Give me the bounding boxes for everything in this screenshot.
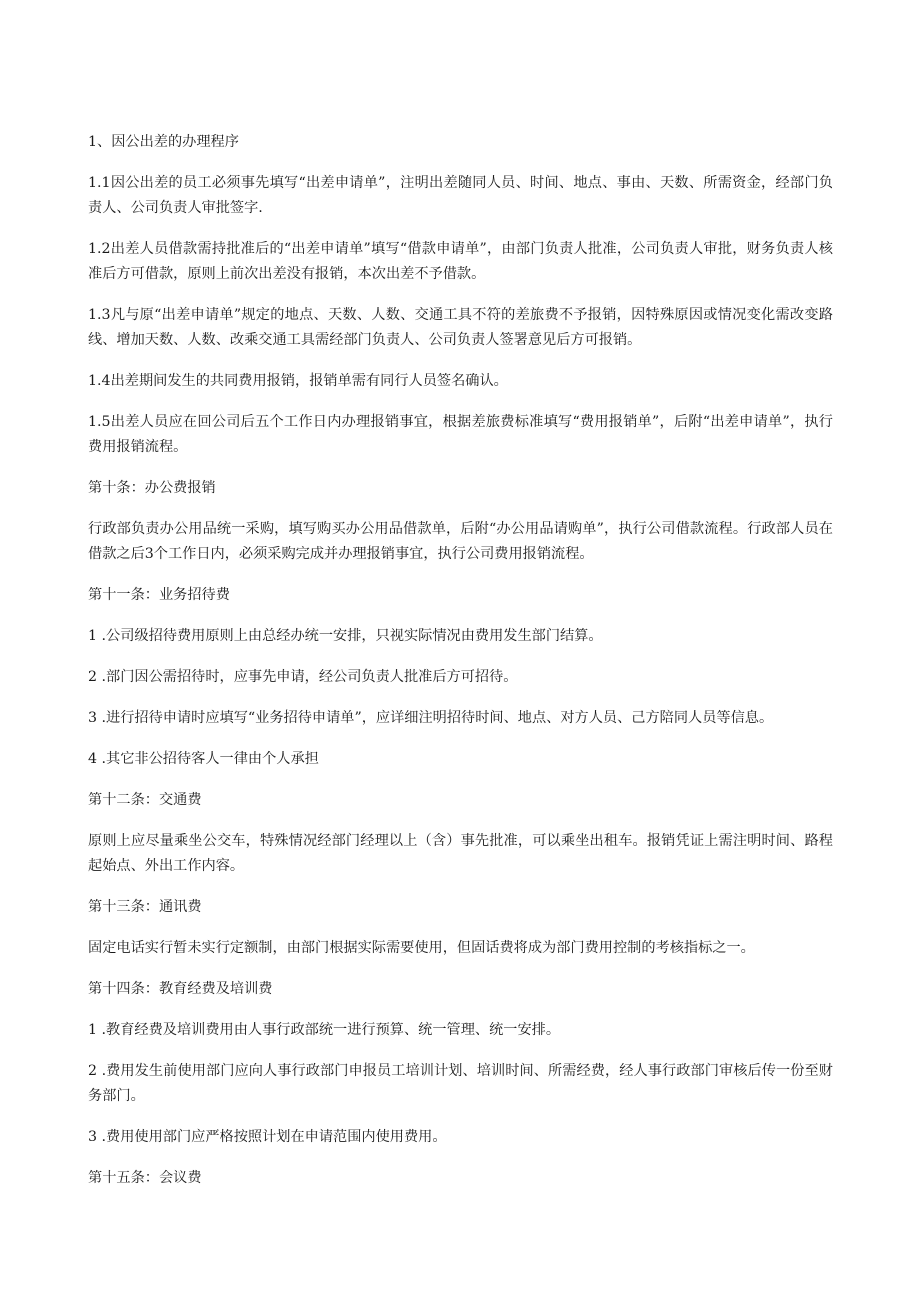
- article-11-heading: 第十一条：业务招待费: [88, 587, 230, 603]
- article-12-body: 原则上应尽量乘坐公交车，特殊情况经部门经理以上（含）事先批准，可以乘坐出租车。报销凭证上需注明时间、路程起始点、外出工作内容。: [88, 833, 833, 874]
- article-11-item-3: 3 .进行招待申请时应填写“业务招待申请单”，应详细注明招待时间、地点、对方人员、己方陪同人员等信息。: [88, 710, 774, 726]
- article-14-item-2: 2 .费用发生前使用部门应向人事行政部门申报员工培训计划、培训时间、所需经费，经人事行政部门审核后传一份至财务部门。: [88, 1063, 833, 1104]
- article-13-body: 固定电话实行暂未实行定额制，由部门根据实际需要使用，但固话费将成为部门费用控制的考核指标之一。: [88, 940, 755, 956]
- article-14-heading: 第十四条：教育经费及培训费: [88, 981, 273, 997]
- article-12-heading: 第十二条：交通费: [88, 792, 202, 808]
- clause-1-3: 1.3凡与原“出差申请单”规定的地点、天数、人数、交通工具不符的差旅费不予报销，因特殊原因或情况变化需改变路线、增加天数、人数、改乘交通工具需经部门负责人、公司负责人签署意见后方可报销。: [88, 307, 833, 348]
- clause-1-4: 1.4出差期间发生的共同费用报销，报销单需有同行人员签名确认。: [88, 373, 508, 389]
- article-10-heading: 第十条：办公费报销: [88, 480, 216, 496]
- article-14-item-1: 1 .教育经费及培训费用由人事行政部统一进行预算、统一管理、统一安排。: [88, 1022, 561, 1038]
- article-10-body: 行政部负责办公用品统一采购，填写购买办公用品借款单，后附“办公用品请购单”，执行公司借款流程。行政部人员在借款之后3个工作日内，必须采购完成并办理报销事宜，执行公司费用报销流程。: [88, 521, 833, 562]
- clause-1-1: 1.1因公出差的员工必须事先填写“出差申请单”，注明出差随同人员、时间、地点、事由、天数、所需资金，经部门负责人、公司负责人审批签字.: [88, 175, 833, 216]
- document-body: [88, 130, 833, 1207]
- article-11-item-4: 4 .其它非公招待客人一律由个人承担: [88, 751, 319, 767]
- section-heading-business-trip-procedure: 1、因公出差的办理程序: [88, 134, 239, 150]
- article-11-item-2: 2 .部门因公需招待时，应事先申请，经公司负责人批准后方可招待。: [88, 669, 518, 685]
- clause-1-2: 1.2出差人员借款需持批准后的“出差申请单”填写“借款申请单”，由部门负责人批准，公司负责人审批，财务负责人核准后方可借款，原则上前次出差没有报销，本次出差不予借款。: [88, 241, 833, 282]
- article-11-item-1: 1 .公司级招待费用原则上由总经办统一安排，只视实际情况由费用发生部门结算。: [88, 628, 603, 644]
- article-14-item-3: 3 .费用使用部门应严格按照计划在申请范围内使用费用。: [88, 1129, 447, 1145]
- article-15-heading: 第十五条：会议费: [88, 1170, 202, 1186]
- article-13-heading: 第十三条：通讯费: [88, 899, 202, 915]
- clause-1-5: 1.5出差人员应在回公司后五个工作日内办理报销事宜，根据差旅费标准填写“费用报销单”，后附“出差申请单”，执行费用报销流程。: [88, 414, 833, 455]
